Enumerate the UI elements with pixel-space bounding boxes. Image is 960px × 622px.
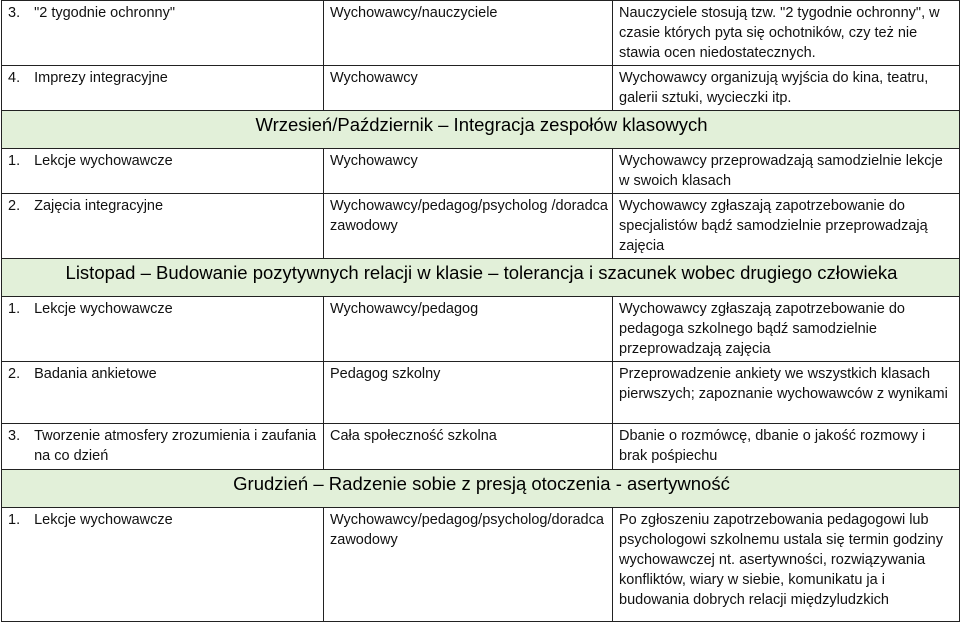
table-row	[2, 149, 960, 194]
section-heading-row	[2, 111, 960, 149]
activity-name: Lekcje wychowawcze	[34, 301, 173, 317]
responsible-cell: Wychowawcy/pedagog/psycholog /doradca zawodowy	[324, 194, 613, 259]
activity-name: Lekcje wychowawcze	[34, 153, 173, 169]
activity-cell	[2, 508, 324, 622]
row-number: 1.	[8, 301, 21, 317]
activity-name: Imprezy integracyjne	[34, 70, 168, 86]
description-cell: Po zgłoszeniu zapotrzebowania pedagogowi lub psychologowi szkolnemu ustala się termin godziny wychowawczej nt. asertywności, rozwiązywania konfliktów, wiary w siebie, komunikatu ja i budowania dobrych relacji międzyludzkich	[613, 508, 960, 622]
activity-cell	[2, 424, 324, 470]
description-cell: Wychowawcy zgłaszają zapotrzebowanie do pedagoga szkolnego bądź samodzielnie przeprowadzają zajęcia	[613, 297, 960, 362]
activity-cell	[2, 1, 324, 66]
row-number: 1.	[8, 512, 21, 528]
activity-cell	[2, 297, 324, 362]
row-number: 1.	[8, 153, 21, 169]
activity-name: Badania ankietowe	[34, 366, 157, 382]
responsible-cell: Wychowawcy	[324, 149, 613, 194]
activity-plan-table	[1, 0, 960, 622]
table-row	[2, 194, 960, 259]
description-cell: Wychowawcy organizują wyjścia do kina, teatru, galerii sztuki, wycieczki itp.	[613, 66, 960, 111]
table-body	[2, 1, 960, 622]
section-heading-row	[2, 470, 960, 508]
table-row	[2, 297, 960, 362]
activity-name: Zajęcia integracyjne	[34, 198, 164, 214]
responsible-cell: Wychowawcy/pedagog	[324, 297, 613, 362]
table-row	[2, 362, 960, 424]
responsible-cell: Wychowawcy/pedagog/psycholog/doradca zawodowy	[324, 508, 613, 622]
description-cell: Wychowawcy zgłaszają zapotrzebowanie do specjalistów bądź samodzielnie przeprowadzają zajęcia	[613, 194, 960, 259]
row-number: 3.	[8, 5, 21, 21]
row-number: 4.	[8, 70, 21, 86]
section-heading: Listopad – Budowanie pozytywnych relacji w klasie – tolerancja i szacunek wobec drugiego człowieka	[2, 259, 960, 297]
row-number: 2.	[8, 198, 21, 214]
section-heading: Wrzesień/Październik – Integracja zespołów klasowych	[2, 111, 960, 149]
table-row	[2, 508, 960, 622]
activity-name: Tworzenie atmosfery zrozumienia i zaufania na co dzień	[34, 428, 317, 464]
description-cell: Dbanie o rozmówcę, dbanie o jakość rozmowy i brak pośpiechu	[613, 424, 960, 470]
row-number: 2.	[8, 366, 21, 382]
activity-cell	[2, 194, 324, 259]
description-cell: Wychowawcy przeprowadzają samodzielnie lekcje w swoich klasach	[613, 149, 960, 194]
activity-name: Lekcje wychowawcze	[34, 512, 173, 528]
activity-cell	[2, 362, 324, 424]
table-row	[2, 424, 960, 470]
description-cell: Przeprowadzenie ankiety we wszystkich klasach pierwszych; zapoznanie wychowawców z wynikami	[613, 362, 960, 424]
responsible-cell: Pedagog szkolny	[324, 362, 613, 424]
activity-cell	[2, 149, 324, 194]
section-heading-row	[2, 259, 960, 297]
section-heading: Grudzień – Radzenie sobie z presją otoczenia - asertywność	[2, 470, 960, 508]
activity-cell	[2, 66, 324, 111]
table-row	[2, 66, 960, 111]
responsible-cell: Cała społeczność szkolna	[324, 424, 613, 470]
activity-name: "2 tygodnie ochronny"	[34, 5, 175, 21]
responsible-cell: Wychowawcy	[324, 66, 613, 111]
responsible-cell: Wychowawcy/nauczyciele	[324, 1, 613, 66]
description-cell: Nauczyciele stosują tzw. "2 tygodnie ochronny", w czasie których pyta się ochotników, czy też nie stawia ocen niedostatecznych.	[613, 1, 960, 66]
table-row	[2, 1, 960, 66]
row-number: 3.	[8, 428, 21, 444]
